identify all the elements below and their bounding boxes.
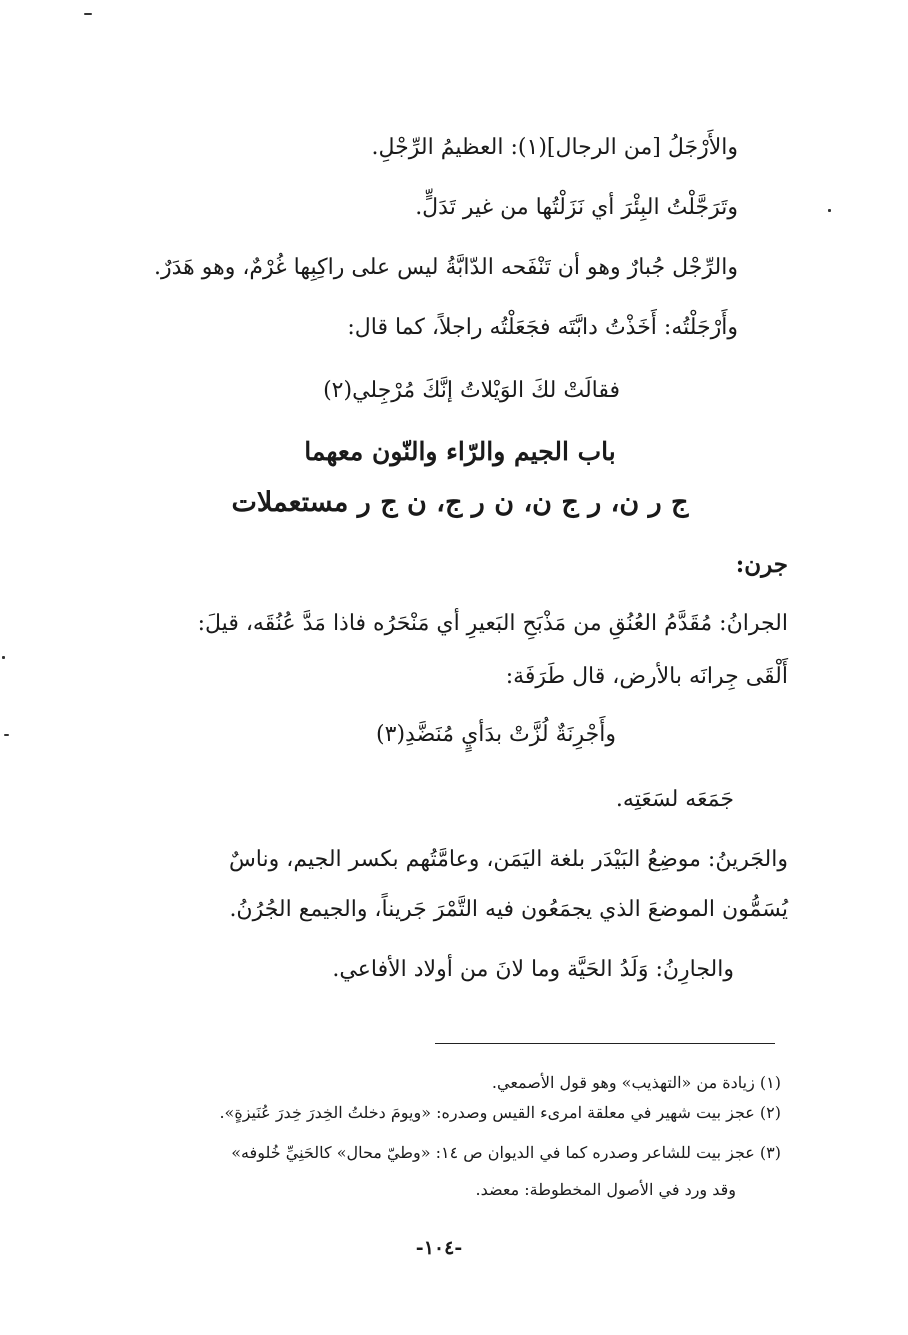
scan-speck-right bbox=[828, 209, 831, 212]
entry-line: أَلْقَى جِرانَه بالأرض، قال طَرَفَة: bbox=[505, 664, 788, 689]
scan-speck-top bbox=[84, 13, 92, 15]
body-line: والرِّجْل جُبارٌ وهو أن تَنْفَحه الدّابَّةُ ليس على راكِبِها غُرْمٌ، وهو هَدَرٌ. bbox=[153, 255, 738, 280]
chapter-title: باب الجيم والرّاء والنّون معهما bbox=[304, 437, 616, 466]
scan-speck-left-1 bbox=[2, 656, 5, 659]
chapter-subtitle: ج ر ن، ر ج ن، ن ر ج، ن ج ر مستعملات bbox=[231, 487, 689, 518]
footnote: (٢) عجز بيت شهير في معلقة امرىء القيس وصدره: «ويومَ دخلتُ الخِدرَ خِدرَ عُنَيزةٍ». bbox=[219, 1103, 781, 1122]
body-line: وتَرَجَّلْتُ البِئْرَ أي نَزَلْتُها من غير تَدَلٍّ. bbox=[415, 195, 738, 220]
page-number: -١٠٤- bbox=[415, 1237, 463, 1259]
entry-line: يُسَمُّون الموضعَ الذي يجمَعُون فيه التَّمْرَ جَريناً، والجيمع الجُرُنُ. bbox=[229, 897, 788, 922]
footnote-continuation: وقد ورد في الأصول المخطوطة: معضد. bbox=[475, 1180, 736, 1199]
entry-line: والجَرينُ: موضِعُ البَيْدَر بلغة اليَمَن، وعامَّتُهم بكسر الجيم، وناسٌ bbox=[228, 847, 788, 872]
footnote: (١) زيادة من «التهذيب» وهو قول الأصمعي. bbox=[491, 1073, 781, 1092]
entry-heading: جرن: bbox=[735, 551, 788, 578]
verse-line: وأَجْرِنَةٌ لُزَّتْ بدَأيٍ مُنَضَّدِ(٣) bbox=[376, 722, 616, 747]
entry-line: والجارِنُ: وَلَدُ الحَيَّة وما لانَ من أولاد الأفاعي. bbox=[332, 957, 734, 982]
body-line: والأَرْجَلُ [من الرجال](١): العظيمُ الرِّجْلِ. bbox=[371, 135, 738, 160]
footnote: (٣) عجز بيت للشاعر وصدره كما في الديوان ص ١٤: «وطيّ محال» كالحَنِيِّ خُلوفه» bbox=[231, 1143, 781, 1162]
scan-speck-left-2 bbox=[4, 734, 9, 736]
verse-line: فقالَتْ لكَ الوَيْلاتُ إنَّكَ مُرْجِلي(٢) bbox=[323, 378, 620, 403]
entry-line: الجرانُ: مُقَدَّمُ العُنُقِ من مَذْبَحِ البَعيرِ أي مَنْحَرُه فاذا مَدَّ عُنُقَه، قيلَ: bbox=[197, 611, 788, 636]
entry-line: جَمَعَه لسَعَتِه. bbox=[615, 787, 734, 812]
footnote-divider bbox=[435, 1043, 775, 1044]
body-line: وأَرْجَلْتُه: أَخَذْتُ دابَّتَه فجَعَلْتُه راجلاً، كما قال: bbox=[347, 315, 738, 340]
